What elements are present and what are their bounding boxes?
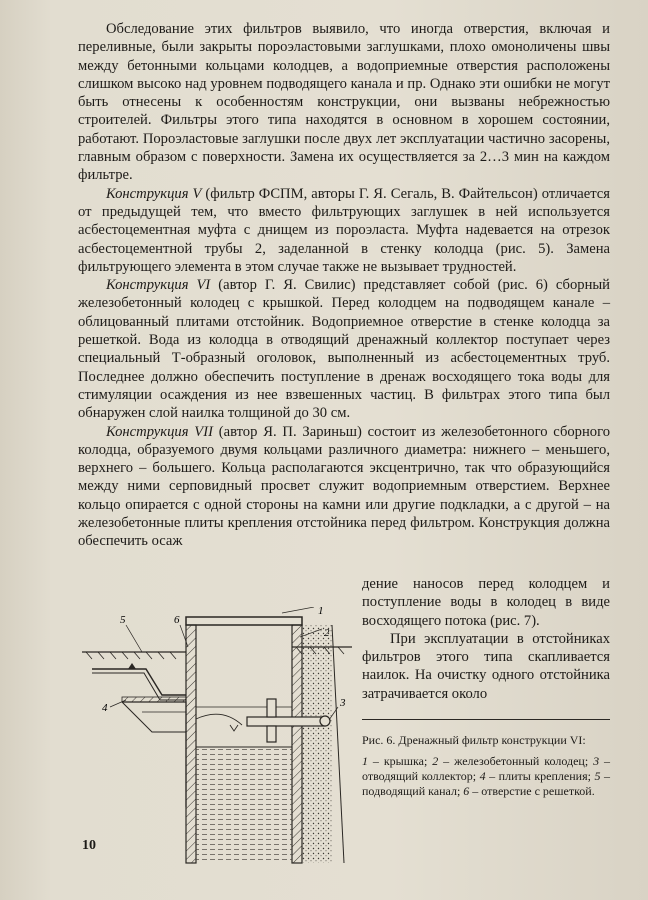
legend-text: – отводящий коллектор;	[362, 754, 610, 783]
legend-number: 5	[594, 769, 601, 783]
figure-label-2: 2	[324, 627, 330, 639]
caption-divider	[362, 719, 610, 720]
paragraph-4	[78, 423, 610, 551]
paragraph-2	[78, 185, 610, 276]
legend-number: 4	[479, 769, 486, 783]
legend-text: – плиты крепления;	[485, 769, 595, 783]
legend-number: 2	[432, 754, 439, 768]
text-column	[78, 20, 610, 551]
caption-title: Рис. 6. Дренажный фильтр конструкции VI:	[362, 733, 586, 747]
figure-label-1: 1	[318, 607, 324, 617]
paragraph-2-lead: Конструкция V	[106, 185, 202, 202]
legend-text: – железобетонный колодец;	[438, 754, 594, 768]
legend-number: 1	[362, 754, 368, 768]
legend-text: – подводящий канал;	[362, 769, 611, 798]
paragraph-1: Обследование этих фильтров выявило, что иногда отверстия, включая и переливные, были закрыты пороэластовыми заглушками, плохо омоноличены швы между бетонными кольцами колодцев, а водоприемные отверстия расположены слишком высоко над уровнем подводящего канала и пр. Однако эти ошибки не могут быть отнесены к особенностям конструкции, они вызваны небрежностью строителей. Фильтры этого типа находятся в основном в хорошем состоянии, работают. Пороэластовые заглушки после двух лет эксплуатации частично засорены, главным образом с поверхности. Замена их осуществляется за 2…3 мин на каждом фильтре.	[78, 21, 610, 184]
legend-number: 6	[463, 784, 470, 798]
settling-basin	[122, 702, 186, 807]
paragraph-3	[78, 276, 610, 422]
paragraph-3-lead: Конструкция VI	[106, 277, 211, 294]
paragraph-4-text: (автор Я. П. Зариньш) состоит из железобетонного сборного колодца, образуемого двумя кольцами различного диаметра: нижнего – меньшего, верхнего – большего. Кольца располагаются эксцентрично, так что образующийся между ними серповидный просвет служит водоприемным отверстием. Верхнее кольцо опирается с одной стороны на камни или другие подкладки, а с другой – на железобетонные плиты крепления отстойника перед фильтром. Конструкция должна обеспечить осаж	[78, 423, 610, 550]
wrapped-text	[362, 575, 610, 703]
legend-number: 3	[593, 754, 600, 768]
legend-text: – отверстие с решеткой.	[469, 784, 595, 798]
page-number: 10	[82, 838, 96, 853]
figure-label-3: 3	[340, 697, 346, 709]
figure-caption	[362, 733, 610, 799]
paragraph-4-lead: Конструкция VII	[106, 423, 213, 440]
paragraph-3-text: (автор Г. Я. Свилис) представляет собой (рис. 6) сборный железобетонный колодец с крышкой. Перед колодцем на подводящем канале – облицованный плитами отстойник. Водоприемное отверстие в стенке колодца за решеткой. Вода из колодца в отводящий дренажный коллектор поступает через специальный Т-образный оголовок, выполненный из асбестоцементных труб. Последнее должно обеспечить поступление в дренаж восходящего тока воды для стимуляции осаждения из нее взвешенных частиц. В фильтрах этого типа был обнаружен слой наилка толщиной до 30 см.	[78, 277, 610, 422]
wrap-paragraph-1: дение наносов перед колодцем и поступление воды в колодец в виде восходящего потока (рис. 7).	[362, 576, 610, 629]
inlet-channel	[92, 663, 186, 732]
well-body	[186, 617, 344, 863]
legend-text: – крышка;	[368, 754, 433, 768]
paragraph-2-text: (фильтр ФСПМ, авторы Г. Я. Сегаль, В. Файтельсон) отличается от предыдущей тем, что вместо фильтрующих заглушек в ней используется асбестоцементная муфта с днищем из пороэласта. Муфта надевается на отрезок асбестоцементной трубы 2, заделанной в стенку колодца (рис. 5). Замена фильтрующего элемента в этом случае также не вызывает трудностей.	[78, 185, 610, 275]
figure-drainage-filter	[82, 607, 352, 865]
figure-label-6: 6	[174, 614, 180, 626]
figure-label-5: 5	[120, 614, 126, 626]
figure-label-4: 4	[102, 702, 108, 714]
wrap-paragraph-2: При эксплуатации в отстойниках фильтров этого типа скапливается наилок. На очистку одного отстойника затрачивается около	[362, 630, 610, 702]
caption-legend	[362, 754, 610, 799]
